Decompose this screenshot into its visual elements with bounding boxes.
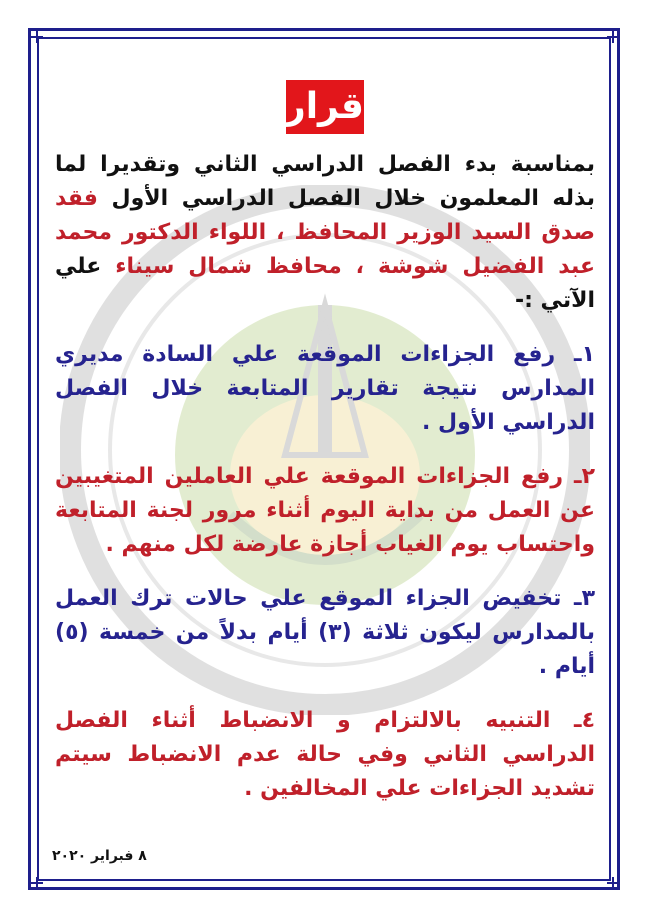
intro-paragraph — [55, 148, 595, 318]
intro-text-red: فقد صدق السيد الوزير المحافظ ، اللواء الدكتور محمد عبد الفضيل شوشة ، محافظ شمال سيناء — [55, 186, 595, 279]
decision-item-2: ٢ـ رفع الجزاءات الموقعة علي العاملين المتغيبين عن العمل من بداية اليوم أثناء مرور لجنة المتابعة واحتساب يوم الغياب أجازة عارضة لكل منهم . — [55, 464, 595, 557]
document-body — [55, 70, 595, 826]
corner-ornament — [31, 877, 43, 889]
decision-item-3: ٣ـ تخفيض الجزاء الموقع علي حالات ترك العمل بالمدارس ليكون ثلاثة (٣) أيام بدلاً من خمسة (٥) أيام . — [55, 586, 595, 679]
intro-text-black: بمناسبة بدء الفصل الدراسي الثاني وتقديرا لما بذله المعلمون خلال الفصل الدراسي الأول — [55, 152, 595, 211]
document-date: ٨ فبراير ٢٠٢٠ — [52, 848, 147, 864]
corner-ornament — [607, 31, 619, 43]
corner-ornament — [31, 31, 43, 43]
decision-item-1: ١ـ رفع الجزاءات الموقعة علي السادة مديري المدارس نتيجة تقارير المتابعة خلال الفصل الدراسي الأول . — [55, 342, 595, 435]
intro-text-end: علي الآتي :- — [55, 254, 595, 313]
decision-item-4: ٤ـ التنبيه بالالتزام و الانضباط أثناء الفصل الدراسي الثاني وفي حالة عدم الانضباط سيتم تشديد الجزاءات علي المخالفين . — [55, 708, 595, 801]
corner-ornament — [607, 877, 619, 889]
document-title: قرار — [286, 80, 364, 134]
